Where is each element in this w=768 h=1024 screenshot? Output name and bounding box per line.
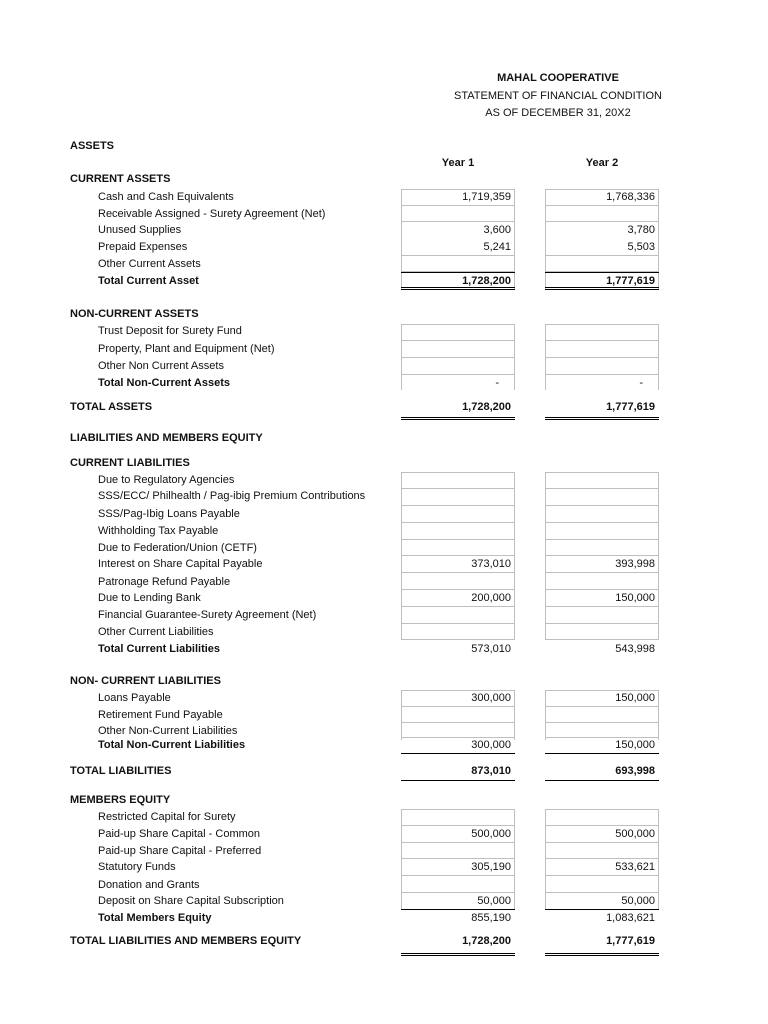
- year1-cell: [401, 206, 515, 222]
- current-liabilities-heading: CURRENT LIABILITIES: [70, 457, 190, 469]
- year2-cell: [545, 876, 659, 893]
- line-item-label: Financial Guarantee-Surety Agreement (Net): [98, 609, 317, 621]
- year2-cell: 393,998: [545, 556, 659, 573]
- current-assets-heading: CURRENT ASSETS: [70, 173, 171, 185]
- year2-cell: [545, 540, 659, 556]
- year2-subtotal: -: [639, 377, 643, 389]
- year1-cell: 200,000: [401, 590, 515, 607]
- total-assets-label: TOTAL ASSETS: [70, 401, 153, 413]
- line-item-label: Deposit on Share Capital Subscription: [98, 895, 284, 907]
- year1-cell: 3,600: [483, 224, 511, 236]
- line-item-label: Other Current Liabilities: [98, 626, 214, 638]
- line-item-label: Withholding Tax Payable: [98, 525, 219, 537]
- year2-cell: 150,000: [545, 690, 659, 707]
- year2-cell: [545, 523, 659, 540]
- year2-cell: [545, 809, 659, 826]
- year2-cell: 500,000: [545, 826, 659, 843]
- year1-total-assets: 1,728,200: [401, 398, 515, 420]
- subtotal-label: Total Non-Current Liabilities: [98, 739, 246, 751]
- year2-cell: 5,503: [545, 239, 659, 256]
- line-item-label: Restricted Capital for Surety: [98, 811, 236, 823]
- line-item-label: Paid-up Share Capital - Preferred: [98, 845, 262, 857]
- year1-cell: 373,010: [401, 556, 515, 573]
- year1-cell: [401, 472, 515, 489]
- line-item-label: Other Non Current Assets: [98, 360, 224, 372]
- year1-cell: 500,000: [401, 826, 515, 843]
- year2-total-liabilities: 693,998: [545, 762, 659, 781]
- year1-cell: [401, 624, 515, 640]
- liabilities-heading: LIABILITIES AND MEMBERS EQUITY: [70, 432, 263, 444]
- year1-subtotal: -: [495, 377, 499, 389]
- year2-grand-total: 1,777,619: [545, 932, 659, 956]
- year2-cell: [545, 607, 659, 624]
- line-item-label: Paid-up Share Capital - Common: [98, 828, 261, 840]
- line-item-label: Patronage Refund Payable: [98, 576, 231, 588]
- year1-cell: [401, 256, 515, 272]
- line-item-label: SSS/ECC/ Philhealth / Pag-ibig Premium Contributions: [98, 490, 366, 502]
- line-item-label: Property, Plant and Equipment (Net): [98, 343, 275, 355]
- assets-heading: ASSETS: [70, 140, 115, 152]
- line-item-label: SSS/Pag-Ibig Loans Payable: [98, 508, 240, 520]
- line-item-label: Interest on Share Capital Payable: [98, 558, 263, 570]
- year2-cell: [545, 206, 659, 222]
- noncurrent-assets-heading: NON-CURRENT ASSETS: [70, 308, 199, 320]
- year1-subtotal: 573,010: [471, 643, 511, 655]
- year1-cell: [401, 341, 515, 358]
- line-item-label: Donation and Grants: [98, 879, 200, 891]
- year2-cell: [545, 843, 659, 859]
- year2-cell: [545, 256, 659, 272]
- year1-cell: [401, 723, 515, 738]
- year2-cell: [545, 358, 659, 375]
- year1-cell: [401, 506, 515, 523]
- year1-cell: [401, 809, 515, 826]
- line-item-label: Retirement Fund Payable: [98, 709, 223, 721]
- year2-column-header: Year 2: [585, 157, 619, 169]
- year2-cell: 50,000: [545, 893, 659, 910]
- year1-cell: 50,000: [401, 893, 515, 910]
- year1-cell: 305,190: [401, 859, 515, 876]
- year2-subtotal: 150,000: [545, 738, 659, 754]
- year1-cell: [401, 573, 515, 590]
- year1-cell: [401, 523, 515, 540]
- year1-cell: [401, 489, 515, 506]
- year2-cell: [545, 472, 659, 489]
- line-item-label: Due to Federation/Union (CETF): [98, 542, 257, 554]
- year1-cell: [401, 876, 515, 893]
- year2-cell: 3,780: [627, 224, 655, 236]
- year1-total-liabilities: 873,010: [401, 762, 515, 781]
- year2-cell: [545, 624, 659, 640]
- line-item-label: Due to Regulatory Agencies: [98, 474, 235, 486]
- year2-total-assets: 1,777,619: [545, 398, 659, 420]
- line-item-label: Unused Supplies: [98, 224, 182, 236]
- year1-subtotal: 855,190: [471, 912, 511, 924]
- company-name: MAHAL COOPERATIVE: [497, 72, 619, 84]
- year1-column-header: Year 1: [441, 157, 475, 169]
- year2-subtotal: 1,777,619: [545, 272, 659, 290]
- noncurrent-liabilities-heading: NON- CURRENT LIABILITIES: [70, 675, 221, 687]
- subtotal-label: Total Non-Current Assets: [98, 377, 231, 389]
- year1-cell: 5,241: [401, 239, 515, 256]
- line-item-label: Prepaid Expenses: [98, 241, 188, 253]
- members-equity-heading: MEMBERS EQUITY: [70, 794, 171, 806]
- year1-cell: [401, 324, 515, 341]
- year1-cell: [401, 607, 515, 624]
- line-item-label: Cash and Cash Equivalents: [98, 191, 234, 203]
- year1-subtotal: 300,000: [401, 738, 515, 754]
- line-item-label: Receivable Assigned - Surety Agreement (Net): [98, 208, 326, 220]
- year1-cell: 300,000: [401, 690, 515, 707]
- year1-cell: [401, 707, 515, 723]
- total-liabilities-label: TOTAL LIABILITIES: [70, 765, 172, 777]
- year2-cell: 1,768,336: [545, 189, 659, 206]
- year1-cell: 1,719,359: [401, 189, 515, 206]
- year2-cell: [545, 707, 659, 723]
- subtotal-label: Total Current Liabilities: [98, 643, 221, 655]
- line-item-label: Due to Lending Bank: [98, 592, 201, 604]
- line-item-label: Trust Deposit for Surety Fund: [98, 325, 242, 337]
- line-item-label: Other Current Assets: [98, 258, 201, 270]
- year2-cell: [545, 489, 659, 506]
- year2-cell: 150,000: [545, 590, 659, 607]
- year2-cell: [545, 341, 659, 358]
- grand-total-label: TOTAL LIABILITIES AND MEMBERS EQUITY: [70, 935, 302, 947]
- year1-cell: [401, 358, 515, 375]
- year2-cell: [545, 506, 659, 523]
- year2-subtotal: 543,998: [615, 643, 655, 655]
- line-item-label: Loans Payable: [98, 692, 171, 704]
- subtotal-label: Total Current Asset: [98, 275, 199, 287]
- year2-cell: [545, 324, 659, 341]
- year2-subtotal: 1,083,621: [606, 912, 655, 924]
- statement-title: STATEMENT OF FINANCIAL CONDITION: [454, 90, 662, 102]
- statement-date: AS OF DECEMBER 31, 20X2: [485, 107, 631, 119]
- year2-cell: 533,621: [545, 859, 659, 876]
- year1-subtotal: 1,728,200: [401, 272, 515, 290]
- year1-grand-total: 1,728,200: [401, 932, 515, 956]
- subtotal-label: Total Members Equity: [98, 912, 212, 924]
- line-item-label: Other Non-Current Liabilities: [98, 725, 238, 737]
- year2-cell: [545, 723, 659, 738]
- year1-cell: [401, 843, 515, 859]
- line-item-label: Statutory Funds: [98, 861, 176, 873]
- year1-cell: [401, 540, 515, 556]
- year2-cell: [545, 573, 659, 590]
